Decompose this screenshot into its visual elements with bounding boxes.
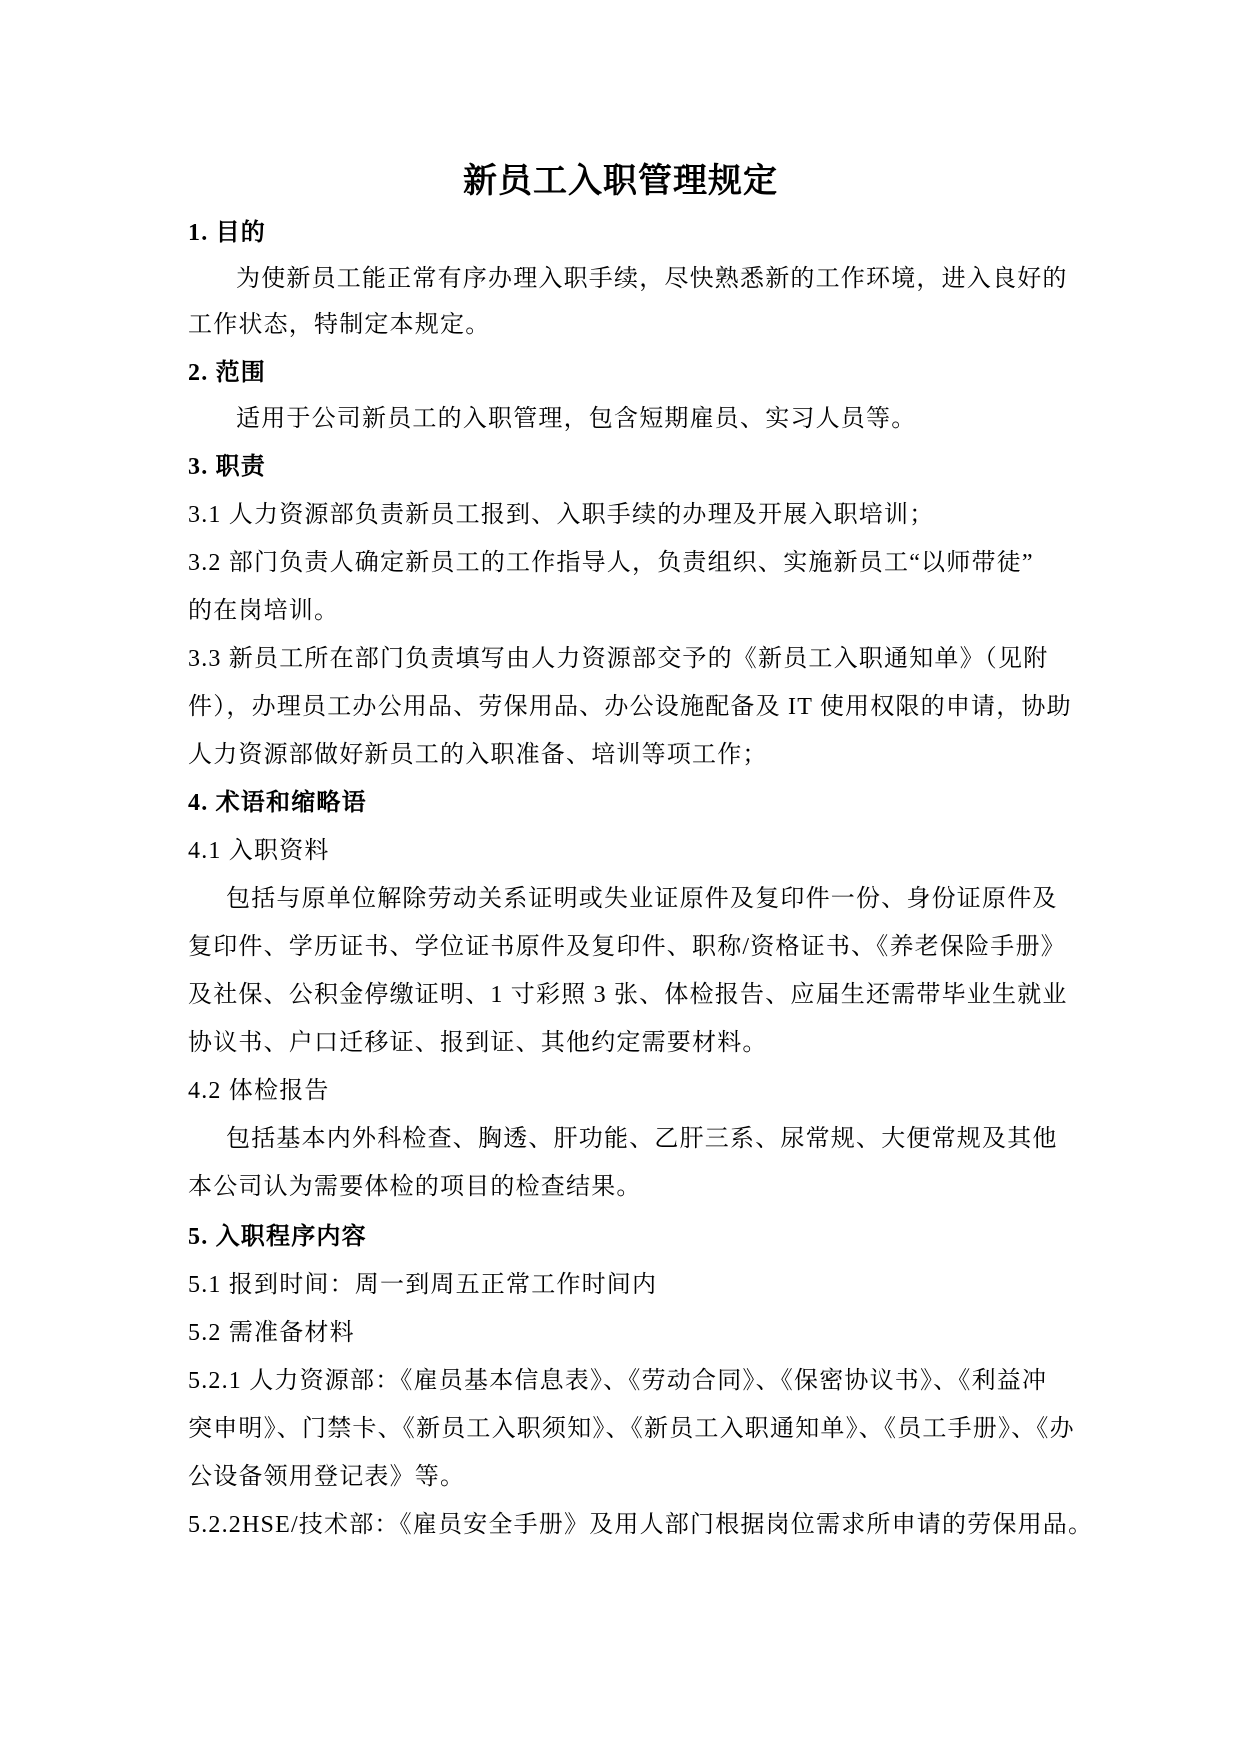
paragraph-line: 适用于公司新员工的入职管理，包含短期雇员、实习人员等。	[236, 406, 917, 432]
paragraph-line: 为使新员工能正常有序办理入职手续，尽快熟悉新的工作环境，进入良好的	[236, 266, 1068, 292]
paragraph-line: 3.2 部门负责人确定新员工的工作指导人，负责组织、实施新员工“以师带徒”	[188, 550, 1034, 576]
section-heading-purpose: 1. 目的	[188, 220, 266, 246]
paragraph-line: 工作状态，特制定本规定。	[188, 312, 491, 338]
paragraph-line: 协议书、户口迁移证、报到证、其他约定需要材料。	[188, 1030, 768, 1056]
paragraph-line: 复印件、学历证书、学位证书原件及复印件、职称/资格证书、《养老保险手册》	[188, 934, 1066, 960]
paragraph-line: 包括基本内外科检查、胸透、肝功能、乙肝三系、尿常规、大便常规及其他	[226, 1126, 1058, 1152]
section-heading-procedure: 5. 入职程序内容	[188, 1224, 367, 1250]
paragraph-line: 本公司认为需要体检的项目的检查结果。	[188, 1174, 642, 1200]
paragraph-line: 及社保、公积金停缴证明、1 寸彩照 3 张、体检报告、应届生还需带毕业生就业	[188, 982, 1068, 1008]
paragraph-line: 5.1 报到时间：周一到周五正常工作时间内	[188, 1272, 658, 1298]
document-title: 新员工入职管理规定	[463, 163, 778, 200]
paragraph-line: 人力资源部做好新员工的入职准备、培训等项工作；	[188, 742, 768, 768]
paragraph-line: 公设备领用登记表》等。	[188, 1464, 466, 1490]
section-heading-scope: 2. 范围	[188, 360, 266, 386]
paragraph-line: 件），办理员工办公用品、劳保用品、办公设施配备及 IT 使用权限的申请，协助	[188, 694, 1072, 720]
subsection-heading: 4.2 体检报告	[188, 1078, 330, 1104]
paragraph-line: 的在岗培训。	[188, 598, 340, 624]
section-heading-terms: 4. 术语和缩略语	[188, 790, 367, 816]
section-heading-responsibilities: 3. 职责	[188, 454, 266, 480]
subsection-heading: 4.1 入职资料	[188, 838, 330, 864]
paragraph-line: 5.2.2HSE/技术部：《雇员安全手册》及用人部门根据岗位需求所申请的劳保用品。	[188, 1512, 1094, 1538]
paragraph-line: 5.2.1 人力资源部：《雇员基本信息表》、《劳动合同》、《保密协议书》、《利益冲	[188, 1368, 1048, 1394]
paragraph-line: 3.1 人力资源部负责新员工报到、入职手续的办理及开展入职培训；	[188, 502, 935, 528]
paragraph-line: 包括与原单位解除劳动关系证明或失业证原件及复印件一份、身份证原件及	[226, 886, 1058, 912]
paragraph-line: 突申明》、门禁卡、《新员工入职须知》、《新员工入职通知单》、《员工手册》、《办	[188, 1416, 1075, 1442]
paragraph-line: 3.3 新员工所在部门负责填写由人力资源部交予的《新员工入职通知单》（见附	[188, 646, 1049, 672]
subsection-heading: 5.2 需准备材料	[188, 1320, 355, 1346]
